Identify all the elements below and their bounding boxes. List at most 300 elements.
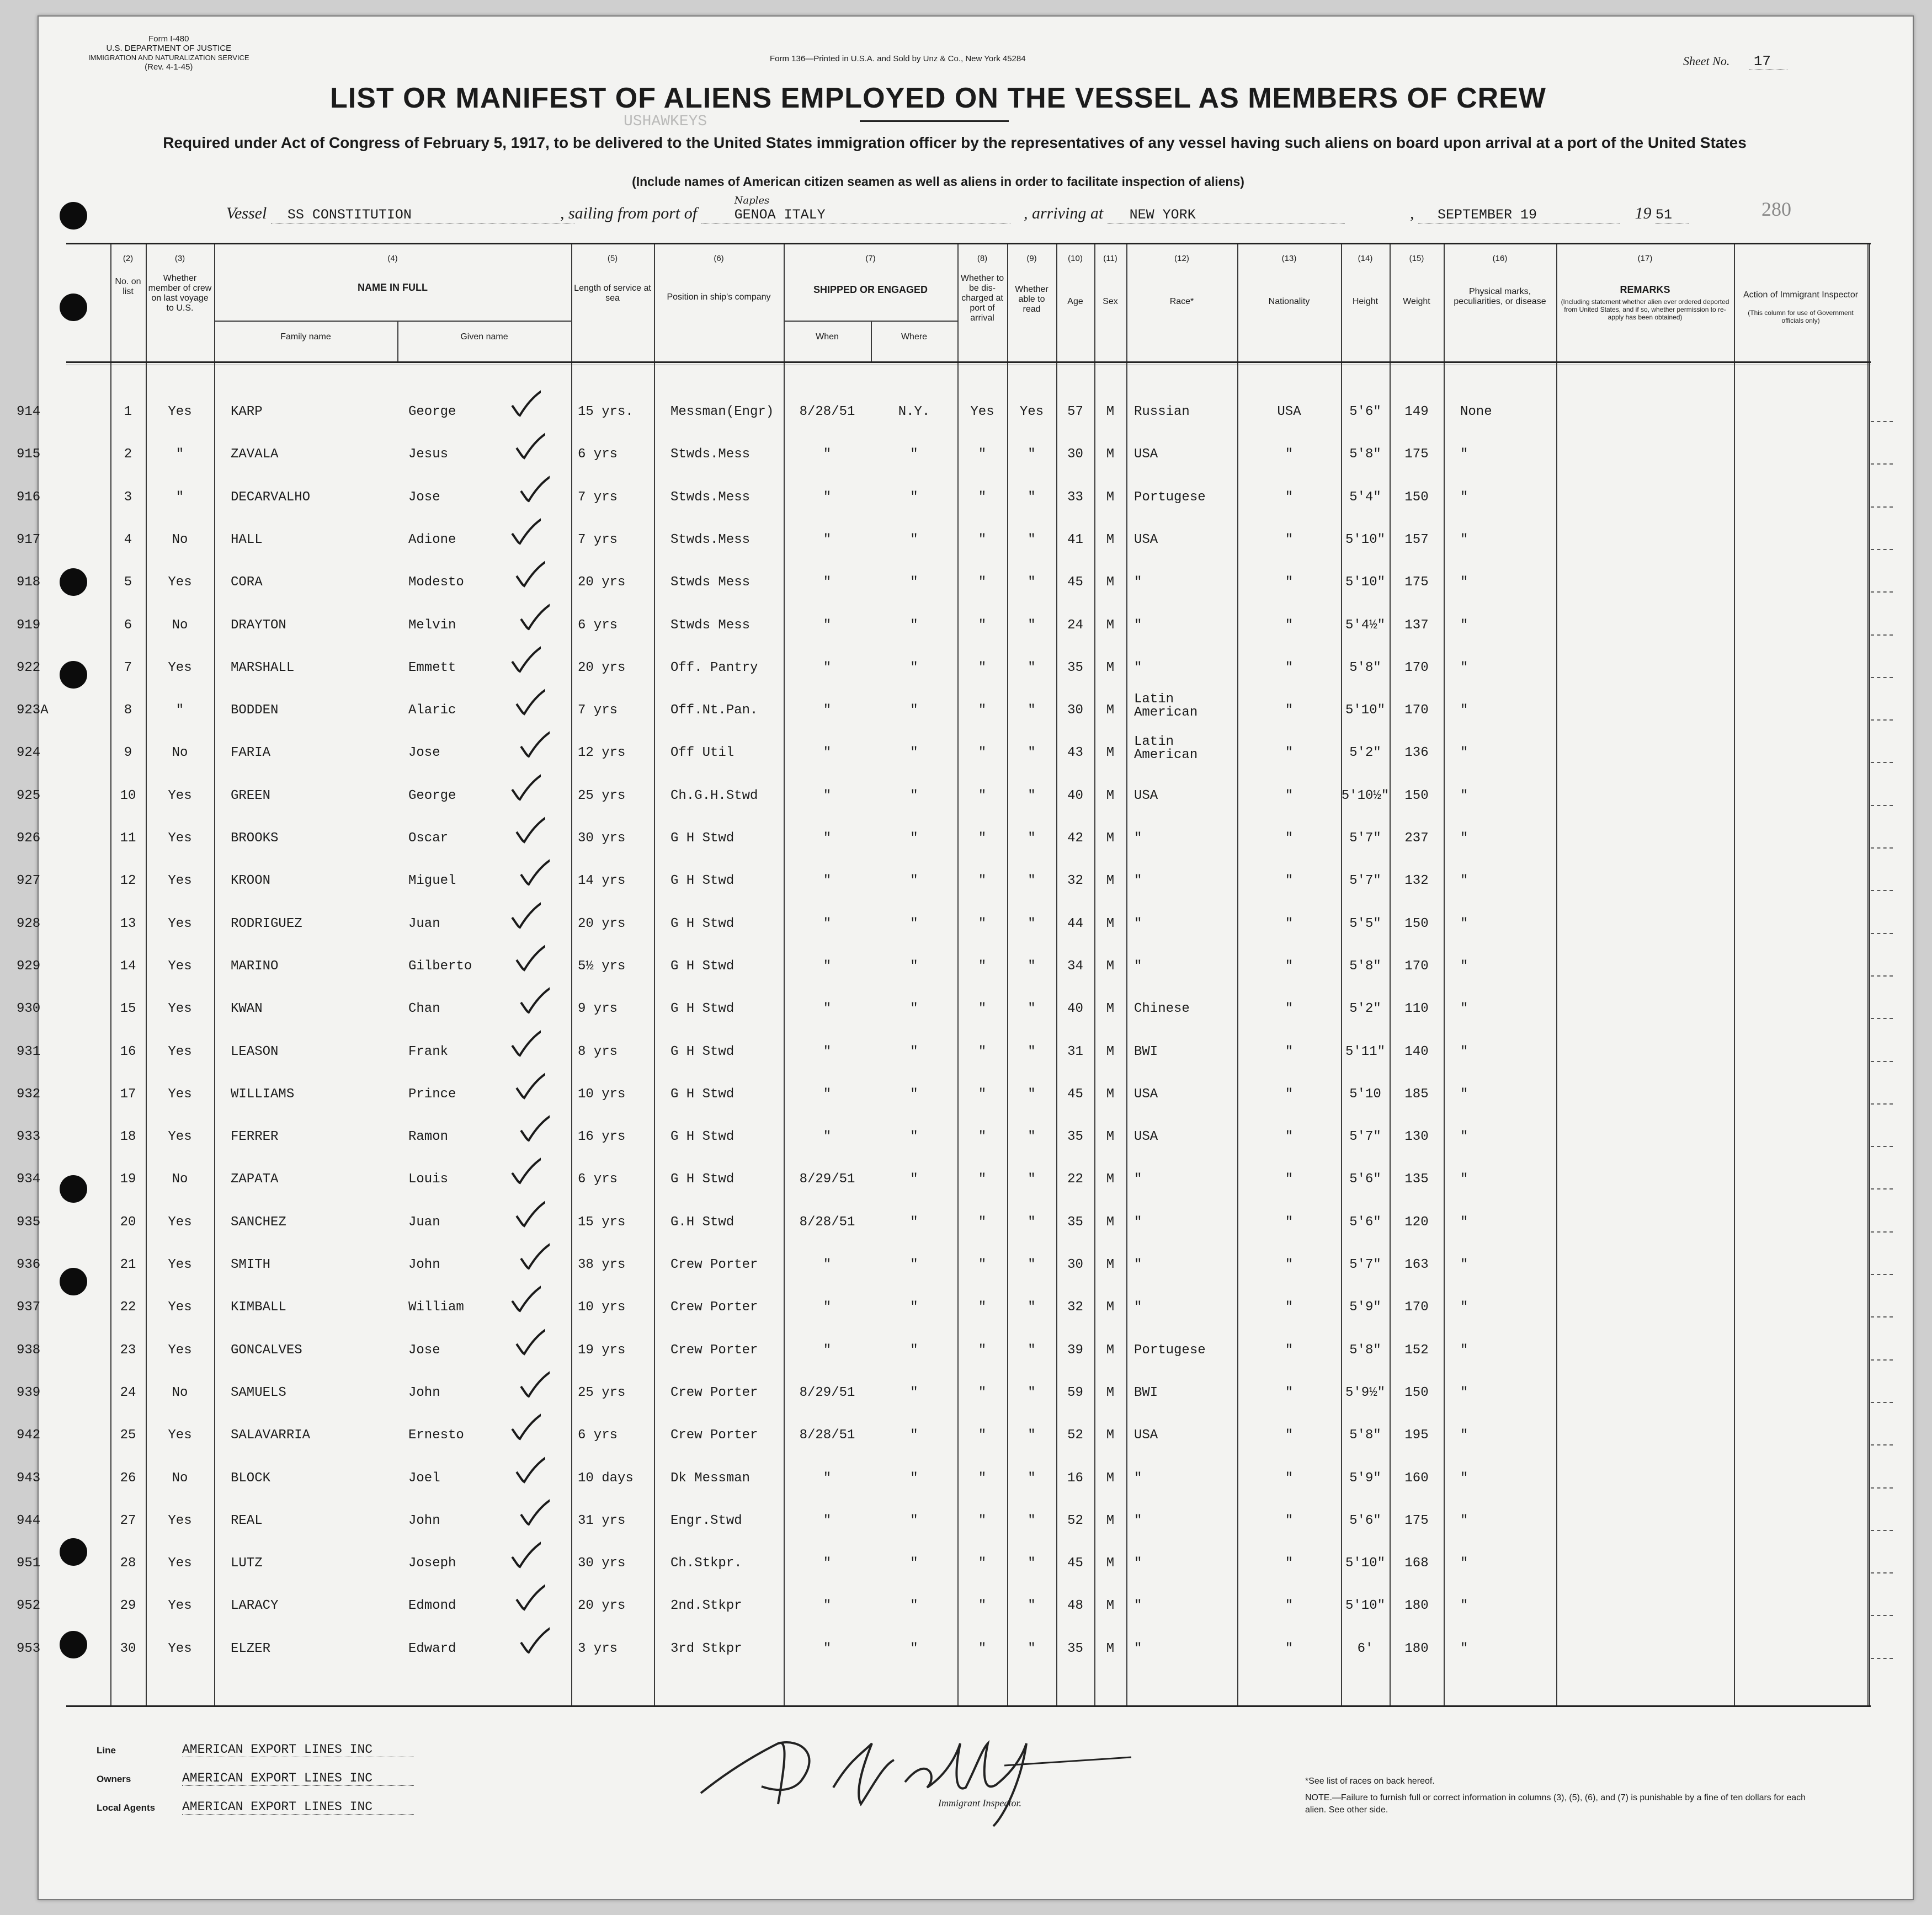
header-c12: Nationality — [1268, 297, 1310, 306]
date-field: , SEPTEMBER 19 19 51 — [1410, 204, 1689, 223]
cell-sex: M — [1106, 1001, 1115, 1017]
cell-race: Latin American — [1134, 693, 1198, 720]
cell-position: G H Stwd — [670, 958, 735, 974]
cell-age: 33 — [1067, 489, 1083, 505]
vessel-field — [226, 204, 574, 223]
cell-no: 4 — [124, 532, 132, 547]
cell-sex: M — [1106, 703, 1115, 718]
cell-marks: " — [1460, 703, 1468, 718]
cell-race: USA — [1134, 788, 1158, 803]
cell-family: LEASON — [231, 1044, 279, 1059]
cell-marks: " — [1460, 447, 1468, 462]
reference-number: 953 — [17, 1641, 41, 1656]
cell-read: " — [1028, 1001, 1036, 1017]
cell-given: Prince — [408, 1086, 456, 1102]
cell-given: Oscar — [408, 831, 449, 846]
cell-age: 32 — [1067, 1300, 1083, 1315]
cell-disch: " — [978, 1470, 987, 1486]
races-note: *See list of races on back hereof. — [1305, 1777, 1435, 1786]
sheet-number — [1683, 53, 1787, 70]
cell-last: Yes — [168, 1342, 192, 1358]
cell-sex: M — [1106, 1300, 1115, 1315]
cell-sex: M — [1106, 1129, 1115, 1145]
cell-no: 1 — [124, 404, 132, 419]
cell-race: USA — [1134, 447, 1158, 462]
cell-when: " — [823, 1300, 832, 1315]
check-mark — [517, 473, 550, 506]
header-family-name: Family name — [280, 332, 331, 342]
cell-position: Stwds Mess — [670, 575, 751, 590]
cell-marks: " — [1460, 958, 1468, 974]
row-dash — [1871, 463, 1893, 465]
cell-service: 30 yrs — [578, 1556, 626, 1571]
cell-race: Russian — [1134, 404, 1190, 419]
reference-number: 915 — [17, 447, 41, 462]
cell-position: G H Stwd — [670, 1044, 735, 1059]
cell-no: 18 — [120, 1129, 136, 1145]
cell-nat: " — [1285, 1513, 1294, 1528]
cell-height: 5'5" — [1349, 916, 1381, 931]
cell-service: 20 yrs — [578, 660, 626, 675]
cell-when: " — [823, 1001, 832, 1017]
cell-service: 25 yrs — [578, 788, 626, 803]
row-dash — [1871, 1316, 1893, 1317]
cell-race: " — [1134, 916, 1142, 931]
cell-sex: M — [1106, 1641, 1115, 1656]
cell-position: Dk Messman — [670, 1470, 751, 1486]
cell-marks: " — [1460, 660, 1468, 675]
cell-given: George — [408, 404, 456, 419]
arriving-label: , arriving at — [1024, 204, 1104, 222]
cell-height: 5'4" — [1349, 489, 1381, 505]
cell-family: BROOKS — [231, 831, 279, 846]
cell-age: 57 — [1067, 404, 1083, 419]
cell-where: " — [910, 831, 918, 846]
cell-age: 24 — [1067, 617, 1083, 633]
row-dash — [1871, 1487, 1893, 1489]
reference-number: 928 — [17, 916, 41, 931]
cell-position: Crew Porter — [670, 1342, 758, 1358]
cell-race: USA — [1134, 1129, 1158, 1145]
cell-service: 12 yrs — [578, 745, 626, 761]
check-mark — [517, 729, 550, 762]
reference-number: 914 — [17, 404, 41, 419]
row-dash — [1871, 549, 1893, 550]
check-mark — [517, 857, 550, 890]
cell-read: " — [1028, 1129, 1036, 1145]
cell-no: 29 — [120, 1598, 136, 1614]
reference-number: 942 — [17, 1428, 41, 1443]
row-dash — [1871, 591, 1893, 593]
cell-marks: " — [1460, 1257, 1468, 1272]
column-number: (5) — [607, 254, 618, 263]
cell-disch: " — [978, 873, 987, 889]
cell-race: " — [1134, 1257, 1142, 1272]
reference-number: 943 — [17, 1470, 41, 1486]
cell-no: 12 — [120, 873, 136, 889]
cell-given: Jose — [408, 745, 440, 761]
column-number: (4) — [387, 254, 398, 263]
check-mark — [512, 1454, 545, 1487]
cell-read: " — [1028, 489, 1036, 505]
cell-no: 23 — [120, 1342, 136, 1358]
cell-family: SALAVARRIA — [231, 1428, 311, 1443]
cell-nat: " — [1285, 660, 1294, 675]
cell-age: 44 — [1067, 916, 1083, 931]
cell-last: Yes — [168, 873, 192, 889]
cell-when: " — [823, 703, 832, 718]
cell-last: Yes — [168, 404, 192, 419]
vessel-value: SS CONSTITUTION — [271, 207, 574, 223]
sailing-field — [560, 195, 1010, 223]
cell-read: " — [1028, 447, 1036, 462]
column-number: (15) — [1409, 254, 1424, 263]
cell-age: 34 — [1067, 958, 1083, 974]
cell-disch: Yes — [970, 404, 994, 419]
cell-age: 35 — [1067, 1129, 1083, 1145]
cell-sex: M — [1106, 1428, 1115, 1443]
cell-family: KIMBALL — [231, 1300, 286, 1315]
check-mark — [508, 516, 541, 549]
column-number: (3) — [174, 254, 185, 263]
cell-when: " — [823, 916, 832, 931]
cell-sex: M — [1106, 1044, 1115, 1059]
cell-height: 5'7" — [1349, 1129, 1381, 1145]
cell-age: 16 — [1067, 1470, 1083, 1486]
row-dash — [1871, 847, 1893, 849]
cell-when: 8/29/51 — [799, 1172, 855, 1187]
cell-age: 45 — [1067, 1086, 1083, 1102]
cell-race: " — [1134, 660, 1142, 675]
cell-when: 8/28/51 — [799, 404, 855, 419]
cell-where: " — [910, 873, 918, 889]
row-dash — [1871, 1018, 1893, 1019]
check-mark — [512, 558, 545, 591]
header-c10: Sex — [1103, 297, 1118, 306]
cell-when: " — [823, 1086, 832, 1102]
check-mark — [512, 1070, 545, 1103]
cell-no: 19 — [120, 1172, 136, 1187]
cell-when: " — [823, 1129, 832, 1145]
cell-nat: " — [1285, 788, 1294, 803]
cell-service: 6 yrs — [578, 617, 618, 633]
cell-read: " — [1028, 1513, 1036, 1528]
cell-height: 5'6" — [1349, 404, 1381, 419]
include-note: (Include names of American citizen seamen as well as aliens in order to facilitate inspection of aliens) — [632, 174, 1244, 189]
punch-hole — [60, 202, 87, 230]
cell-family: BLOCK — [231, 1470, 271, 1486]
cell-no: 30 — [120, 1641, 136, 1656]
check-mark — [517, 1241, 550, 1274]
cell-family: CORA — [231, 575, 263, 590]
cell-last: Yes — [168, 916, 192, 931]
cell-weight: 140 — [1404, 1044, 1429, 1059]
cell-given: Ernesto — [408, 1428, 464, 1443]
check-mark — [512, 814, 545, 847]
cell-family: HALL — [231, 532, 263, 547]
cell-where: " — [910, 660, 918, 675]
row-dash — [1871, 1359, 1893, 1361]
cell-disch: " — [978, 1129, 987, 1145]
ink-stamp: USHAWKEYS — [624, 113, 707, 130]
cell-marks: " — [1460, 617, 1468, 633]
cell-read: " — [1028, 1044, 1036, 1059]
cell-read: " — [1028, 703, 1036, 718]
cell-nat: " — [1285, 1086, 1294, 1102]
header-remarks-sub: (Including statement whether alien ever ordered deported from United States, and if so, whether permission to re-apply has been obtained) — [1561, 298, 1729, 321]
cell-nat: " — [1285, 1214, 1294, 1230]
reference-number: 924 — [17, 745, 41, 761]
cell-last: Yes — [168, 575, 192, 590]
check-mark — [517, 1113, 550, 1146]
cell-weight: 170 — [1404, 703, 1429, 718]
cell-read: " — [1028, 1300, 1036, 1315]
reference-number: 927 — [17, 873, 41, 889]
cell-no: 14 — [120, 958, 136, 974]
cell-height: 5'9" — [1349, 1300, 1381, 1315]
cell-given: Adione — [408, 532, 456, 547]
cell-nat: " — [1285, 1598, 1294, 1614]
cell-disch: " — [978, 617, 987, 633]
cell-service: 10 yrs — [578, 1086, 626, 1102]
cell-read: " — [1028, 788, 1036, 803]
cell-sex: M — [1106, 1342, 1115, 1358]
cell-age: 45 — [1067, 1556, 1083, 1571]
crew-table — [17, 243, 1871, 1707]
cell-family: SAMUELS — [231, 1385, 286, 1400]
cell-read: " — [1028, 1470, 1036, 1486]
cell-disch: " — [978, 703, 987, 718]
cell-race: Portugese — [1134, 489, 1206, 505]
port-value: GENOA ITALY — [734, 207, 826, 223]
cell-last: No — [172, 532, 188, 547]
check-mark — [508, 1028, 541, 1061]
cell-weight: 137 — [1404, 617, 1429, 633]
cell-given: Melvin — [408, 617, 456, 633]
row-dash — [1871, 421, 1893, 422]
cell-given: Alaric — [408, 703, 456, 718]
cell-no: 25 — [120, 1428, 136, 1443]
cell-where: " — [910, 1470, 918, 1486]
check-mark — [512, 1198, 545, 1231]
cell-position: Stwds.Mess — [670, 532, 751, 547]
check-mark — [508, 1411, 541, 1444]
cell-where: " — [910, 1641, 918, 1656]
cell-age: 42 — [1067, 831, 1083, 846]
cell-age: 35 — [1067, 1214, 1083, 1230]
sheet-value: 17 — [1749, 53, 1787, 70]
cell-given: Juan — [408, 916, 440, 931]
cell-no: 20 — [120, 1214, 136, 1230]
cell-marks: " — [1460, 489, 1468, 505]
cell-service: 31 yrs — [578, 1513, 626, 1528]
reference-number: 939 — [17, 1385, 41, 1400]
cell-where: " — [910, 1044, 918, 1059]
cell-when: " — [823, 660, 832, 675]
cell-read: " — [1028, 1214, 1036, 1230]
cell-read: " — [1028, 1385, 1036, 1400]
cell-sex: M — [1106, 745, 1115, 761]
cell-nat: " — [1285, 1172, 1294, 1187]
cell-age: 35 — [1067, 1641, 1083, 1656]
cell-family: GREEN — [231, 788, 271, 803]
cell-height: 5'6" — [1349, 1513, 1381, 1528]
cell-sex: M — [1106, 1172, 1115, 1187]
cell-position: 2nd.Stkpr — [670, 1598, 742, 1614]
cell-race: BWI — [1134, 1044, 1158, 1059]
cell-last: " — [175, 447, 184, 462]
cell-position: G H Stwd — [670, 831, 735, 846]
reference-number: 923A — [17, 703, 49, 718]
cell-no: 3 — [124, 489, 132, 505]
row-dash — [1871, 1572, 1893, 1573]
cell-position: Stwds.Mess — [670, 489, 751, 505]
cell-height: 5'10" — [1345, 532, 1385, 547]
cell-position: Messman(Engr) — [670, 404, 774, 419]
row-dash — [1871, 634, 1893, 636]
check-mark — [517, 1625, 550, 1658]
cell-where: " — [910, 1385, 918, 1400]
cell-given: Jesus — [408, 447, 449, 462]
check-mark — [512, 942, 545, 975]
cell-read: " — [1028, 1556, 1036, 1571]
check-mark — [517, 601, 550, 634]
cell-age: 39 — [1067, 1342, 1083, 1358]
cell-service: 7 yrs — [578, 532, 618, 547]
line-value: AMERICAN EXPORT LINES INC — [182, 1742, 414, 1757]
cell-race: " — [1134, 617, 1142, 633]
cell-read: Yes — [1019, 404, 1044, 419]
cell-height: 5'8" — [1349, 1428, 1381, 1443]
cell-sex: M — [1106, 1385, 1115, 1400]
cell-marks: " — [1460, 532, 1468, 547]
cell-read: " — [1028, 660, 1036, 675]
cell-age: 30 — [1067, 1257, 1083, 1272]
check-mark — [508, 1283, 541, 1316]
cell-race: USA — [1134, 532, 1158, 547]
cell-nat: " — [1285, 1641, 1294, 1656]
cell-where: " — [910, 1598, 918, 1614]
cell-height: 5'2" — [1349, 745, 1381, 761]
cell-position: Crew Porter — [670, 1428, 758, 1443]
year-prefix: 19 — [1635, 204, 1652, 222]
row-dash — [1871, 1530, 1893, 1531]
cell-family: FARIA — [231, 745, 271, 761]
cell-sex: M — [1106, 958, 1115, 974]
cell-where: " — [910, 1257, 918, 1272]
cell-marks: " — [1460, 1428, 1468, 1443]
header-c6: SHIPPED OR ENGAGED — [813, 284, 928, 295]
owners-label: Owners — [97, 1774, 131, 1784]
title-underline — [860, 120, 1009, 122]
cell-height: 5'10" — [1345, 575, 1385, 590]
cell-where: " — [910, 1001, 918, 1017]
row-dash — [1871, 1061, 1893, 1062]
cell-family: ZAPATA — [231, 1172, 279, 1187]
reference-number: 934 — [17, 1172, 41, 1187]
cell-nat: " — [1285, 831, 1294, 846]
service: IMMIGRATION AND NATURALIZATION SERVICE — [88, 54, 249, 62]
cell-given: Frank — [408, 1044, 449, 1059]
cell-disch: " — [978, 1001, 987, 1017]
cell-weight: 150 — [1404, 916, 1429, 931]
cell-read: " — [1028, 1257, 1036, 1272]
cell-when: " — [823, 1641, 832, 1656]
cell-position: G H Stwd — [670, 1001, 735, 1017]
cell-last: Yes — [168, 1086, 192, 1102]
cell-weight: 136 — [1404, 745, 1429, 761]
cell-when: " — [823, 489, 832, 505]
cell-weight: 135 — [1404, 1172, 1429, 1187]
cell-disch: " — [978, 1641, 987, 1656]
page-number-stamp: 280 — [1761, 198, 1791, 220]
cell-where: N.Y. — [898, 404, 930, 419]
cell-disch: " — [978, 1428, 987, 1443]
cell-nat: " — [1285, 1001, 1294, 1017]
cell-no: 17 — [120, 1086, 136, 1102]
header-c11: Race* — [1169, 297, 1194, 306]
cell-service: 9 yrs — [578, 1001, 618, 1017]
cell-weight: 150 — [1404, 788, 1429, 803]
cell-where: " — [910, 958, 918, 974]
column-number: (12) — [1174, 254, 1189, 263]
cell-weight: 152 — [1404, 1342, 1429, 1358]
cell-family: LARACY — [231, 1598, 279, 1614]
cell-given: John — [408, 1385, 440, 1400]
reference-number: 937 — [17, 1300, 41, 1315]
cell-family: BODDEN — [231, 703, 279, 718]
cell-service: 20 yrs — [578, 575, 626, 590]
cell-where: " — [910, 575, 918, 590]
cell-where: " — [910, 1428, 918, 1443]
cell-position: Off Util — [670, 745, 735, 761]
cell-no: 5 — [124, 575, 132, 590]
cell-age: 59 — [1067, 1385, 1083, 1400]
revision: (Rev. 4-1-45) — [145, 62, 193, 72]
cell-read: " — [1028, 958, 1036, 974]
header-c13: Height — [1352, 297, 1379, 306]
column-number: (8) — [977, 254, 988, 263]
cell-nat: " — [1285, 1470, 1294, 1486]
cell-height: 5'10" — [1345, 703, 1385, 718]
cell-height: 6' — [1357, 1641, 1374, 1656]
cell-disch: " — [978, 916, 987, 931]
cell-nat: " — [1285, 489, 1294, 505]
cell-position: Stwds.Mess — [670, 447, 751, 462]
owners-value: AMERICAN EXPORT LINES INC — [182, 1771, 414, 1786]
cell-given: Juan — [408, 1214, 440, 1230]
cell-family: MARINO — [231, 958, 279, 974]
cell-age: 22 — [1067, 1172, 1083, 1187]
cell-disch: " — [978, 660, 987, 675]
cell-where: " — [910, 1342, 918, 1358]
cell-last: Yes — [168, 1428, 192, 1443]
row-dash — [1871, 975, 1893, 977]
check-mark — [508, 388, 541, 421]
cell-weight: 175 — [1404, 447, 1429, 462]
column-number: (11) — [1103, 254, 1117, 263]
cell-nat: " — [1285, 1556, 1294, 1571]
row-dash — [1871, 1402, 1893, 1403]
cell-weight: 195 — [1404, 1428, 1429, 1443]
reference-number: 917 — [17, 532, 41, 547]
cell-last: Yes — [168, 1257, 192, 1272]
header-c5: Position in ship's company — [667, 292, 771, 302]
cell-marks: " — [1460, 1556, 1468, 1571]
cell-given: Jose — [408, 1342, 440, 1358]
cell-last: Yes — [168, 1641, 192, 1656]
cell-height: 5'9½" — [1345, 1385, 1385, 1400]
